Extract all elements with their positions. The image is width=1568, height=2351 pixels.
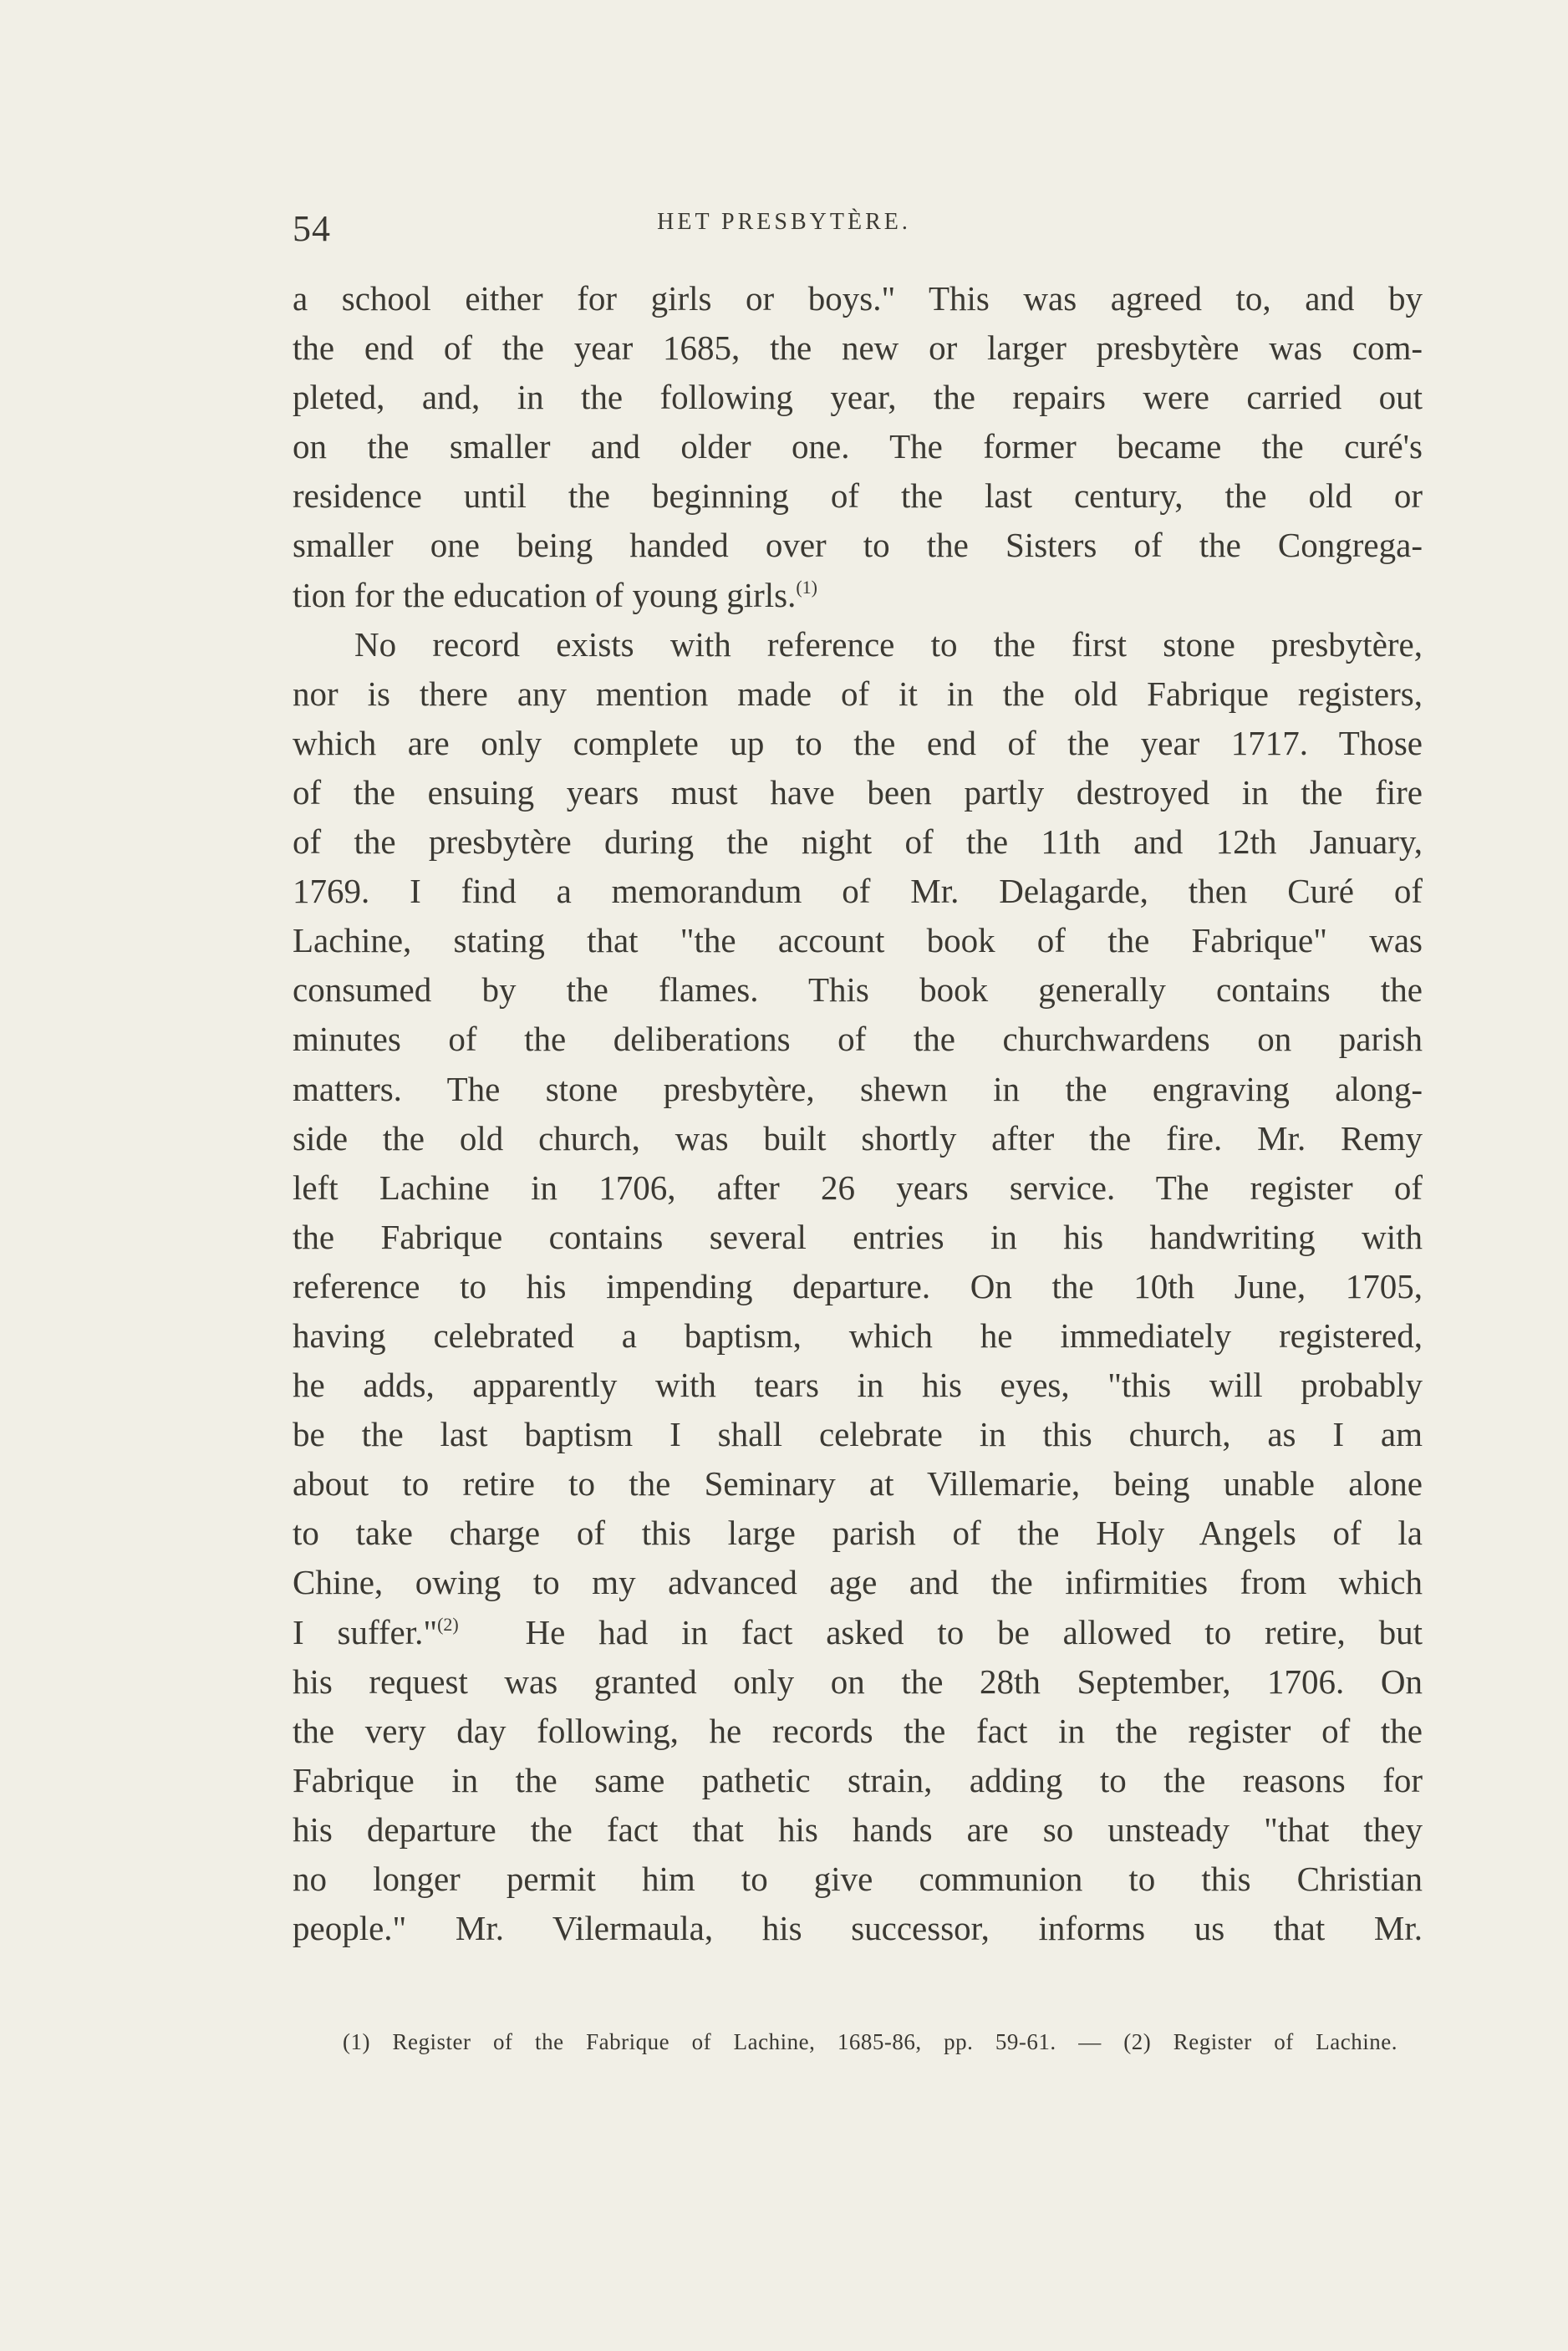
text-line: of the presbytère during the night of the 11th and 12th January, (293, 822, 1423, 862)
text-line: minutes of the deliberations of the churchwardens on parish (293, 1020, 1423, 1059)
footnote-ref: (1) (796, 576, 818, 598)
text-line (293, 1608, 1423, 1657)
text-line: no longer permit him to give communion to this Christian (293, 1860, 1423, 1898)
text-line: his departure the fact that his hands are so unsteady "that they (293, 1809, 1423, 1849)
page-number: 54 (293, 208, 331, 249)
text-line: smaller one being handed over to the Sisters of the Congrega- (293, 526, 1423, 565)
text-line: having celebrated a baptism, which he immediately registered, (293, 1315, 1423, 1355)
footnote-ref: (2) (437, 1613, 459, 1635)
text-line: which are only complete up to the end of the year 1717. Those (293, 723, 1423, 762)
text-line: to take charge of this large parish of the Holy Angels of la (293, 1514, 1423, 1553)
text-line: he adds, apparently with tears in his eyes, "this will probably (293, 1366, 1423, 1405)
text-line: the very day following, he records the fact in the register of the (293, 1711, 1423, 1750)
text-line-content: tion for the education of young girls. (293, 575, 797, 614)
text-line: people." Mr. Vilermaula, his successor, informs us that Mr. (293, 1909, 1423, 1948)
text-line: be the last baptism I shall celebrate in this church, as I am (293, 1415, 1423, 1454)
text-line: left Lachine in 1706, after 26 years service. The register of (293, 1168, 1423, 1207)
text-line: 1769. I find a memorandum of Mr. Delagarde, then Curé of (293, 872, 1423, 911)
text-line: about to retire to the Seminary at Villemarie, being unable alone (293, 1464, 1423, 1504)
text-line: a school either for girls or boys." This was agreed to, and by (293, 279, 1423, 318)
text-line: the end of the year 1685, the new or larger presbytère was com- (293, 328, 1423, 368)
text-line-content: I suffer." (293, 1612, 438, 1651)
text-line: No record exists with reference to the first stone presbytère, (354, 624, 1423, 664)
text-line: reference to his impending departure. On the 10th June, 1705, (293, 1266, 1423, 1305)
body-text (293, 274, 1423, 1953)
text-line: of the ensuing years must have been partly destroyed in the fire (293, 772, 1423, 812)
text-line: Chine, owing to my advanced age and the infirmities from which (293, 1563, 1423, 1602)
text-line: Fabrique in the same pathetic strain, adding to the reasons for (293, 1760, 1423, 1799)
footnote: (1) Register of the Fabrique of Lachine, 1685-86, pp. 59-61. — (2) Register of Lachine. (343, 2029, 1397, 2054)
running-title: HET PRESBYTÈRE. (657, 209, 911, 235)
text-line: the Fabrique contains several entries in his handwriting with (293, 1217, 1423, 1256)
text-line-content: He had in fact asked to be allowed to retire, but (525, 1612, 1423, 1651)
text-line: pleted, and, in the following year, the repairs were carried out (293, 378, 1423, 417)
text-line: residence until the beginning of the last century, the old or (293, 476, 1423, 516)
text-line: nor is there any mention made of it in the old Fabrique registers, (293, 674, 1423, 713)
text-line: side the old church, was built shortly after the fire. Mr. Remy (293, 1118, 1423, 1158)
text-line: on the smaller and older one. The former became the curé's (293, 427, 1423, 466)
text-line (293, 571, 1423, 620)
text-line: matters. The stone presbytère, shewn in the engraving along- (293, 1069, 1423, 1108)
text-line: consumed by the flames. This book generally contains the (293, 970, 1423, 1010)
text-line: his request was granted only on the 28th September, 1706. On (293, 1661, 1423, 1701)
text-line: Lachine, stating that "the account book of the Fabrique" was (293, 921, 1423, 960)
